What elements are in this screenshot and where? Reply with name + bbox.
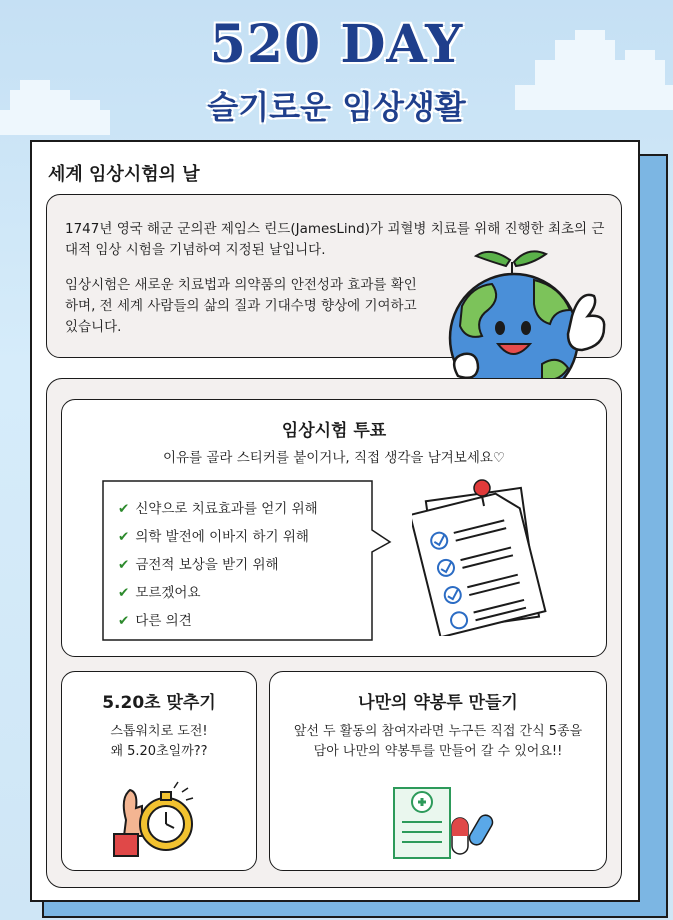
activities-box xyxy=(46,378,622,888)
vote-option[interactable]: ✔ 금전적 보상을 받기 위해 xyxy=(118,557,279,573)
intro-paragraph-2: 임상시험은 새로운 치료법과 의약품의 안전성과 효과를 확인하며, 전 세계 사람들의 삶의 질과 기대수명 향상에 기여하고 있습니다. xyxy=(65,277,417,335)
medical-bag-pills-icon xyxy=(390,780,500,860)
hero-subtitle: 슬기로운 임상생활 xyxy=(207,88,466,126)
hero-title: 520 DAY xyxy=(209,14,464,75)
panel-title: 세계 임상시험의 날 xyxy=(48,164,200,185)
stopwatch-card-text: 스톱워치로 도전! 왜 5.20초일까?? xyxy=(110,724,208,759)
vote-card xyxy=(61,399,607,657)
check-icon: ✔ xyxy=(118,557,130,573)
stopwatch-hand-icon xyxy=(110,780,210,860)
checklist-document-icon xyxy=(412,476,562,636)
check-icon: ✔ xyxy=(118,585,130,601)
vote-title: 임상시험 투표 xyxy=(281,421,387,441)
check-icon: ✔ xyxy=(118,529,130,545)
stopwatch-card xyxy=(61,671,257,871)
main-panel xyxy=(30,140,640,902)
vote-option[interactable]: ✔ 다른 의견 xyxy=(118,613,192,629)
vote-option[interactable]: ✔ 의학 발전에 이바지 하기 위해 xyxy=(118,529,309,545)
stopwatch-card-title: 5.20초 맞추기 xyxy=(102,693,216,713)
check-icon: ✔ xyxy=(118,501,130,517)
vote-subtitle: 이유를 골라 스티커를 붙이거나, 직접 생각을 남겨보세요♡ xyxy=(162,450,506,466)
intro-paragraph-1: 1747년 영국 해군 군의관 제임스 린드(JamesLind)가 괴혈병 치료를 위해 진행한 최초의 근대적 임상 시험을 기념하여 지정된 날입니다. xyxy=(65,221,605,258)
pillbag-card-text: 앞선 두 활동의 참여자라면 누구든 직접 간식 5종을 담아 나만의 약봉투를 만들어 갈 수 있어요!! xyxy=(293,724,583,759)
vote-option[interactable]: ✔ 모르겠어요 xyxy=(118,585,201,601)
check-icon: ✔ xyxy=(118,613,130,629)
pillbag-card xyxy=(269,671,607,871)
earth-mascot-icon xyxy=(422,246,622,396)
vote-option[interactable]: ✔ 신약으로 치료효과를 얻기 위해 xyxy=(118,501,318,517)
pillbag-card-title: 나만의 약봉투 만들기 xyxy=(358,693,518,713)
